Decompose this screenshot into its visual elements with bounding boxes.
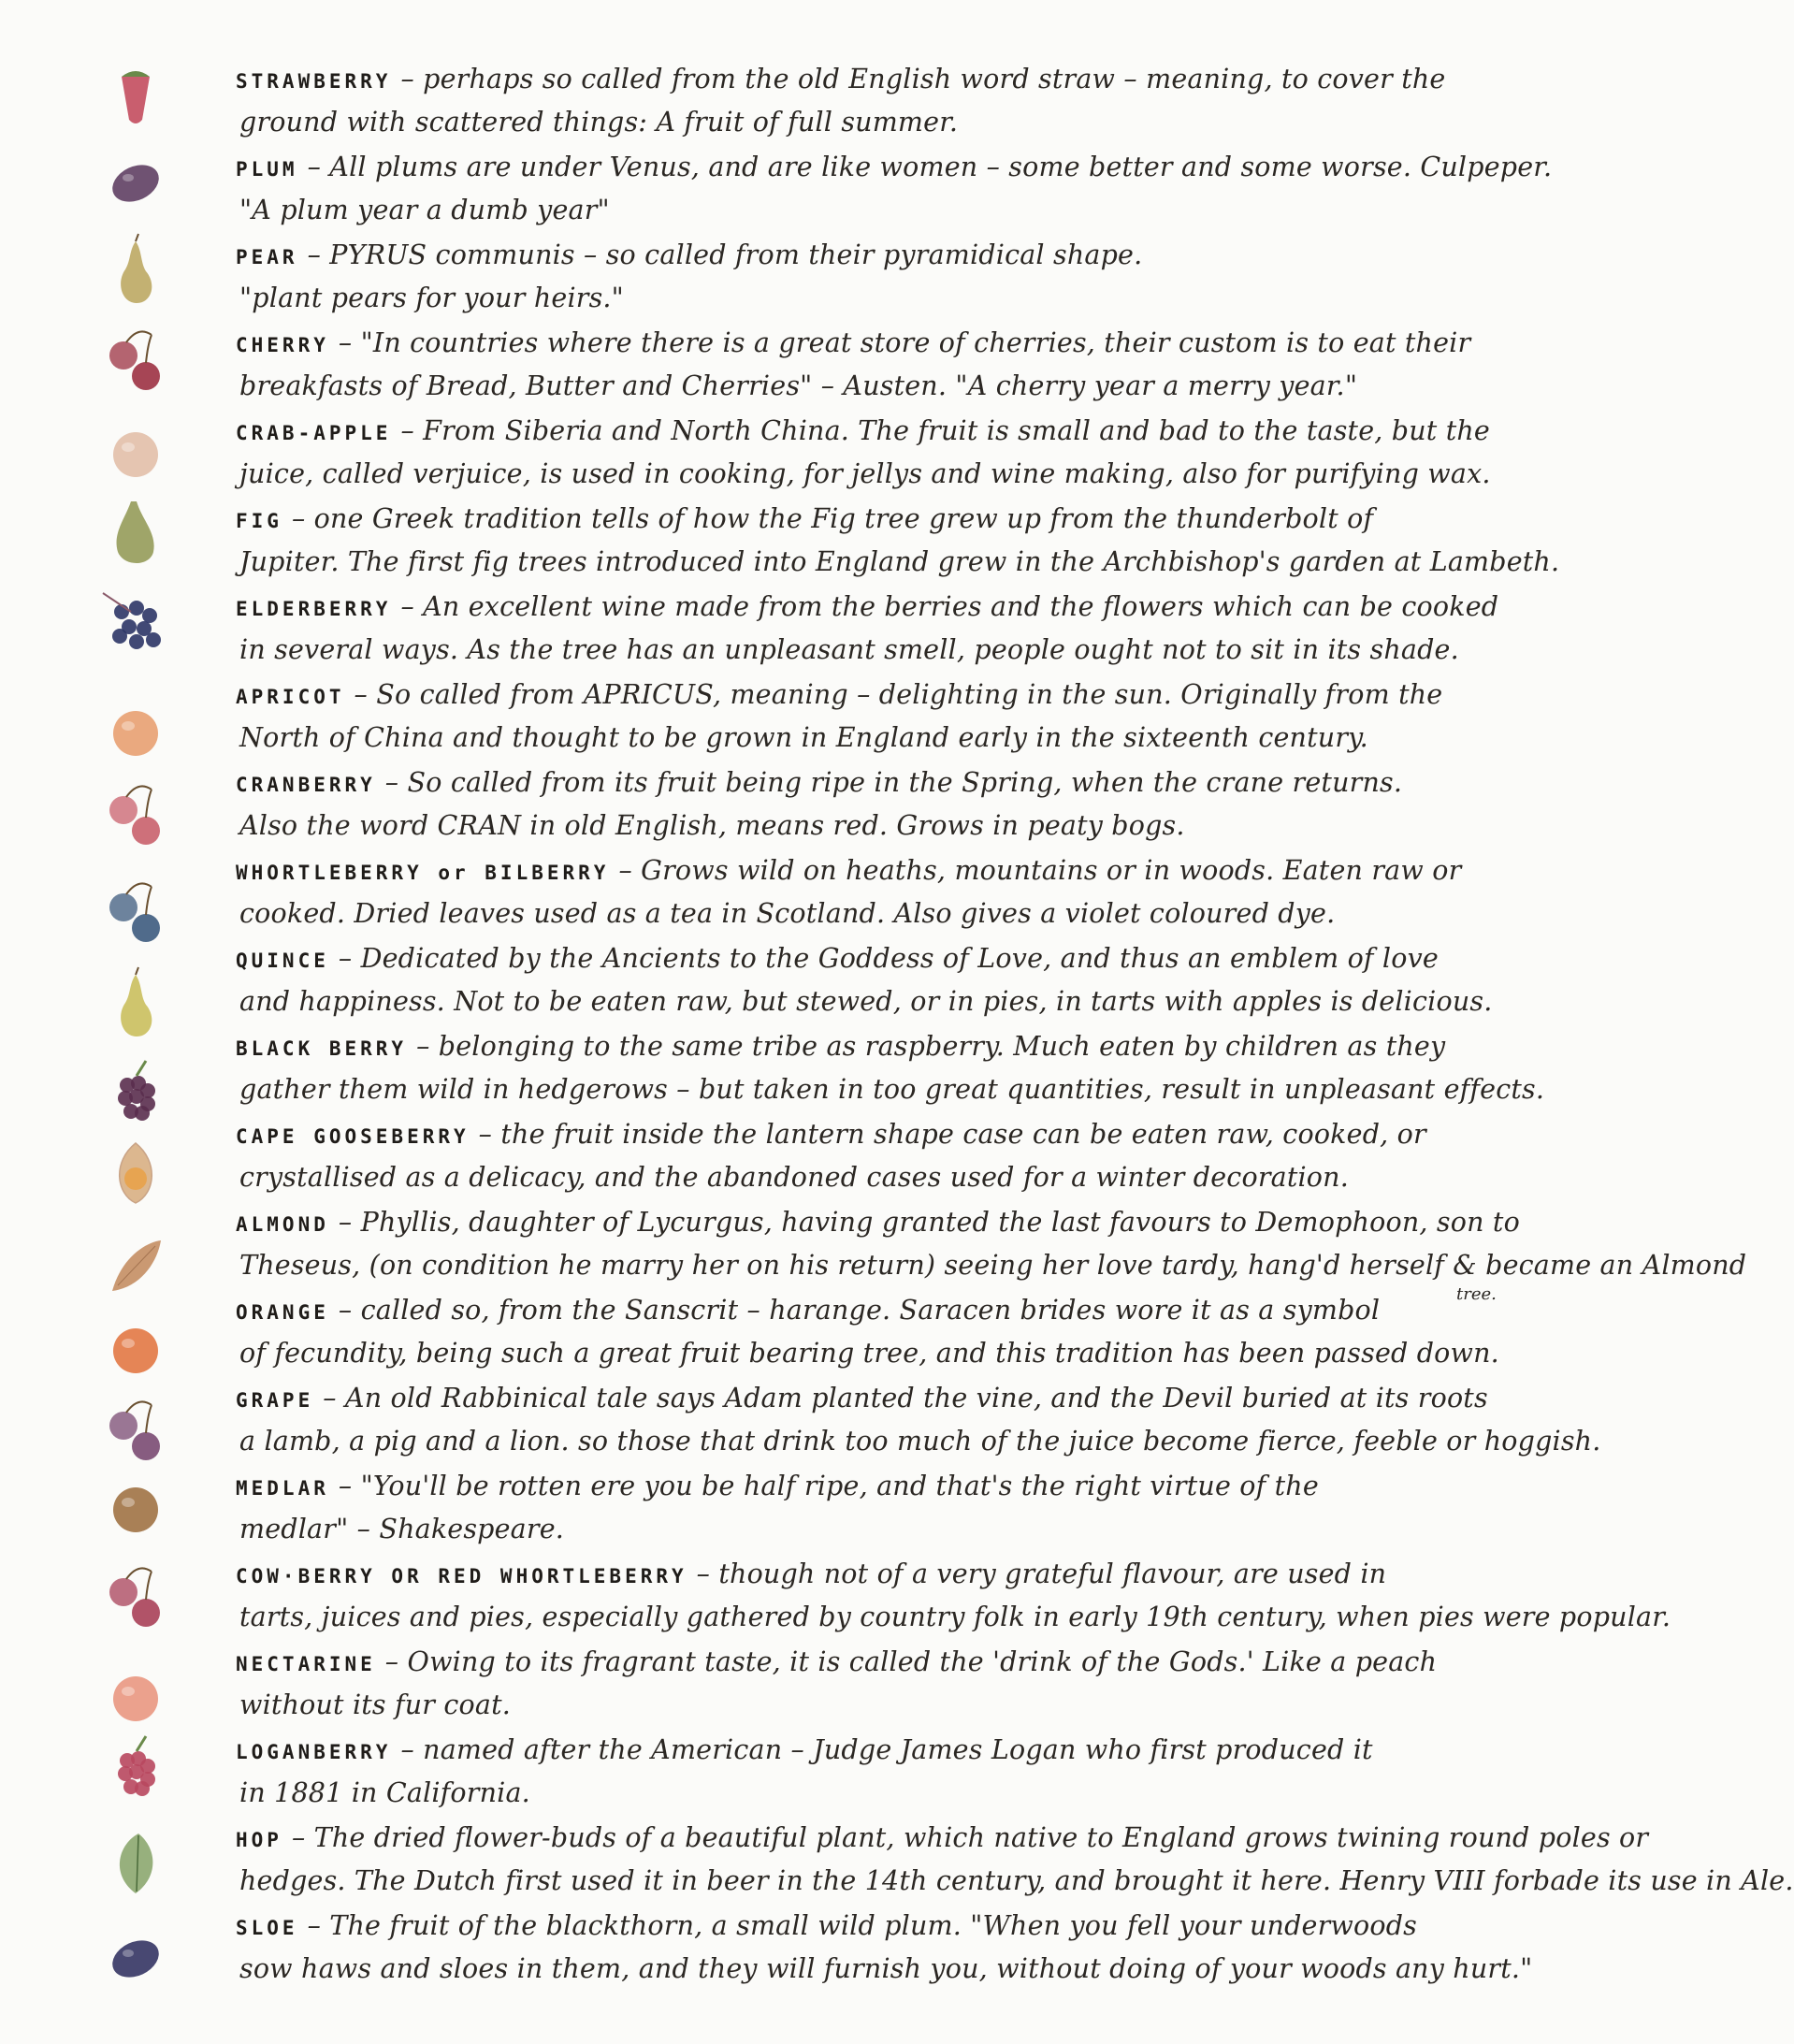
entry-line-2: in several ways. As the tree has an unpleasant smell, people ought not to sit in its shade.: [239, 634, 1459, 665]
fruit-name: PLUM: [236, 158, 298, 181]
fruit-entry: [236, 1377, 1601, 1465]
entry-line-1: [236, 1905, 1517, 1948]
fruit-illustration: [84, 967, 187, 1042]
fruit-illustration: [84, 694, 187, 769]
fruit-name: ALMOND: [236, 1213, 329, 1236]
grape-icon: [84, 1396, 187, 1471]
entry-text: – All plums are under Venus, and are like women – some better and some worse. Culpeper.: [307, 152, 1553, 182]
fruit-name: ORANGE: [236, 1301, 329, 1324]
entry-line-2: without its fur coat.: [239, 1689, 512, 1720]
entry-line-1: [236, 761, 1517, 805]
fruit-illustration: [84, 234, 187, 309]
entry-line-2: Also the word CRAN in old English, means red. Grows in peaty bogs.: [239, 810, 1185, 841]
entry-line-2: cooked. Dried leaves used as a tea in Scotland. Also gives a violet coloured dye.: [239, 898, 1336, 929]
cranberry-icon: [84, 780, 187, 855]
fruit-illustration: [84, 1660, 187, 1734]
entry-text: – belonging to the same tribe as raspberry. Much eaten by children as they: [416, 1031, 1446, 1062]
fruit-name: NECTARINE: [236, 1653, 376, 1675]
entry-line-1: [236, 1025, 1517, 1068]
almond-icon: [84, 1229, 187, 1304]
fruit-entry: [236, 322, 1517, 410]
entry-line-2: "A plum year a dumb year": [239, 195, 610, 225]
fruit-name: WHORTLEBERRY or BILBERRY: [236, 862, 610, 884]
fruit-entry: [236, 586, 1517, 674]
fruit-name: SLOE: [236, 1917, 298, 1939]
fruit-illustration: [84, 1920, 187, 1994]
entry-text: – The dried flower-buds of a beautiful plant, which native to England grows twining round poles or: [291, 1822, 1649, 1853]
fruit-illustration: [84, 1396, 187, 1471]
nectarine-icon: [84, 1660, 187, 1734]
entry-text: – An old Rabbinical tale says Adam planted the vine, and the Devil buried at its roots: [323, 1383, 1488, 1413]
entry-line-1: [236, 234, 1517, 277]
entry-line-1: [236, 1553, 1517, 1596]
fruit-entry: [236, 1025, 1545, 1113]
entry-line-1: [236, 937, 1517, 980]
fruit-illustration: [84, 1229, 187, 1304]
entry-line-2: hedges. The Dutch first used it in beer in the 14th century, and brought it here. Henry VIII forbade its use in Ale.: [239, 1865, 1794, 1896]
entry-text: – Phyllis, daughter of Lycurgus, having granted the last favours to Demophoon, son to: [338, 1207, 1520, 1238]
fruit-illustration: [84, 1732, 187, 1807]
fruit-entry: [236, 1289, 1517, 1377]
entry-text: – Owing to its fragrant taste, it is called the 'drink of the Gods.' Like a peach: [384, 1646, 1438, 1677]
entry-line-2: sow haws and sloes in them, and they will furnish you, without doing of your woods any hurt.": [239, 1953, 1533, 1984]
elderberry-icon: [84, 584, 187, 659]
fruit-illustration: [84, 1471, 187, 1545]
fruit-illustration: [84, 1562, 187, 1637]
strawberry-icon: [84, 58, 187, 133]
entry-line-2: crystallised as a delicacy, and the abandoned cases used for a winter decoration.: [239, 1162, 1349, 1193]
apricot-icon: [84, 694, 187, 769]
fruit-illustration-column: [84, 58, 187, 2004]
fruit-entry: [236, 1641, 1517, 1729]
fruit-entry: [236, 410, 1517, 498]
fruit-illustration: [84, 415, 187, 490]
fruit-entry: [236, 849, 1517, 937]
entry-line-1: [236, 1641, 1517, 1684]
fruit-name: CRANBERRY: [236, 774, 376, 796]
almond-tree-note: tree.: [1456, 1284, 1497, 1304]
entry-line-2: in 1881 in California.: [239, 1777, 530, 1808]
fruit-illustration: [84, 1057, 187, 1132]
entry-line-2: ground with scattered things: A fruit of full summer.: [239, 107, 959, 138]
bilberry-icon: [84, 877, 187, 952]
fruit-entry: [236, 58, 1517, 146]
fruit-illustration: [84, 1134, 187, 1209]
fruit-name: APRICOT: [236, 686, 345, 708]
fig-icon: [84, 496, 187, 571]
entry-text: – the fruit inside the lantern shape case can be eaten raw, cooked, or: [478, 1119, 1426, 1150]
entry-text: – So called from APRICUS, meaning – delighting in the sun. Originally from the: [354, 679, 1443, 710]
medlar-icon: [84, 1471, 187, 1545]
entry-line-2: breakfasts of Bread, Butter and Cherries" – Austen. "A cherry year a merry year.": [239, 370, 1358, 401]
fruit-name: PEAR: [236, 246, 298, 268]
crab-apple-icon: [84, 415, 187, 490]
fruit-entry: [236, 1905, 1533, 1993]
entry-line-2: a lamb, a pig and a lion. so those that drink too much of the juice become fierce, feeble or hoggish.: [239, 1426, 1601, 1457]
plum-icon: [84, 144, 187, 219]
sloe-icon: [84, 1920, 187, 1994]
entry-line-1: [236, 674, 1517, 717]
quince-icon: [84, 967, 187, 1042]
fruit-entry: [236, 1729, 1517, 1817]
entry-text: – An excellent wine made from the berries and the flowers which can be cooked: [400, 591, 1499, 622]
fruit-illustration: [84, 877, 187, 952]
fruit-entry: [236, 1201, 1747, 1289]
fruit-name: LOGANBERRY: [236, 1741, 392, 1763]
hop-icon: [84, 1824, 187, 1899]
fruit-illustration: [84, 584, 187, 659]
entry-line-2: "plant pears for your heirs.": [239, 283, 624, 313]
entry-text: – one Greek tradition tells of how the Fig tree grew up from the thunderbolt of: [291, 503, 1374, 534]
entry-line-1: [236, 1377, 1517, 1420]
fruit-name: COW·BERRY OR RED WHORTLEBERRY: [236, 1565, 687, 1587]
fruit-entry: [236, 1465, 1517, 1553]
entry-line-1: [236, 586, 1517, 629]
entry-text: – Grows wild on heaths, mountains or in woods. Eaten raw or: [618, 855, 1462, 886]
entry-line-2: tarts, juices and pies, especially gathered by country folk in early 19th century, when pies were popular.: [239, 1602, 1671, 1632]
entry-line-1: [236, 58, 1517, 101]
fruit-entry: [236, 1113, 1517, 1201]
entry-text: – So called from its fruit being ripe in the Spring, when the crane returns.: [384, 767, 1403, 798]
entry-text: – though not of a very grateful flavour, are used in: [696, 1558, 1387, 1589]
fruit-name: STRAWBERRY: [236, 70, 392, 93]
entry-line-1: [236, 1465, 1517, 1508]
entry-line-2: juice, called verjuice, is used in cooking, for jellys and wine making, also for purifying wax.: [239, 458, 1491, 489]
entry-line-1: [236, 1817, 1649, 1860]
blackberry-icon: [84, 1057, 187, 1132]
fruit-illustration: [84, 326, 187, 400]
fruit-name: BLACK BERRY: [236, 1037, 408, 1060]
entry-line-2: medlar" – Shakespeare.: [239, 1514, 565, 1544]
fruit-illustration: [84, 1312, 187, 1386]
entry-text: – Dedicated by the Ancients to the Goddess of Love, and thus an emblem of love: [338, 943, 1439, 974]
entry-line-1: [236, 1729, 1517, 1772]
fruit-illustration: [84, 780, 187, 855]
entry-text: – PYRUS communis – so called from their pyramidical shape.: [307, 239, 1143, 270]
entry-text: – perhaps so called from the old English word straw – meaning, to cover the: [400, 64, 1446, 94]
fruit-name: HOP: [236, 1829, 282, 1851]
entry-line-2: Jupiter. The first fig trees introduced into England grew in the Archbishop's garden at Lambeth.: [239, 546, 1560, 577]
fruit-illustration: [84, 58, 187, 133]
entry-line-2: and happiness. Not to be eaten raw, but stewed, or in pies, in tarts with apples is delicious.: [239, 986, 1493, 1017]
fruit-name: ELDERBERRY: [236, 598, 392, 620]
fruit-illustration: [84, 1824, 187, 1899]
entry-line-1: [236, 1113, 1517, 1156]
cherry-icon: [84, 326, 187, 400]
entry-text: – From Siberia and North China. The fruit is small and bad to the taste, but the: [400, 415, 1490, 446]
entry-line-1: [236, 498, 1517, 541]
fruit-name: MEDLAR: [236, 1477, 329, 1500]
entry-line-1: [236, 322, 1517, 365]
entry-line-1: [236, 1289, 1517, 1332]
fruit-name: GRAPE: [236, 1389, 314, 1412]
entry-line-1: [236, 1201, 1520, 1244]
entry-text: – The fruit of the blackthorn, a small wild plum. "When you fell your underwoods: [307, 1910, 1417, 1941]
orange-icon: [84, 1312, 187, 1386]
fruit-entries-list: [236, 58, 1794, 1993]
fruit-entry: [236, 234, 1517, 322]
fruit-illustration: [84, 496, 187, 571]
fruit-entry: [236, 498, 1560, 586]
entry-line-2: of fecundity, being such a great fruit bearing tree, and this tradition has been passed down.: [239, 1338, 1499, 1369]
entry-text: – named after the American – Judge James Logan who first produced it: [400, 1734, 1373, 1765]
pear-icon: [84, 234, 187, 309]
entry-line-1: [236, 410, 1517, 453]
fruit-illustration: [84, 144, 187, 219]
entry-line-2: Theseus, (on condition he marry her on his return) seeing her love tardy, hang'd herself & became an Almond: [239, 1250, 1747, 1281]
fruit-name: CRAB-APPLE: [236, 422, 392, 444]
entry-line-2: North of China and thought to be grown in England early in the sixteenth century.: [239, 722, 1368, 753]
entry-line-1: [236, 146, 1553, 189]
fruit-entry: [236, 1553, 1671, 1641]
fruit-entry: [236, 1817, 1794, 1905]
entry-line-2: gather them wild in hedgerows – but taken in too great quantities, result in unpleasant effects.: [239, 1074, 1545, 1105]
fruit-entry: [236, 937, 1517, 1025]
fruit-entry: [236, 674, 1517, 761]
fruit-name: CAPE GOOSEBERRY: [236, 1125, 470, 1148]
cowberry-icon: [84, 1562, 187, 1637]
entry-line-1: [236, 849, 1517, 892]
entry-text: – called so, from the Sanscrit – harange. Saracen brides wore it as a symbol: [338, 1295, 1381, 1326]
entry-text: – "In countries where there is a great store of cherries, their custom is to eat their: [338, 327, 1471, 358]
fruit-name: QUINCE: [236, 950, 329, 972]
entry-text: – "You'll be rotten ere you be half ripe, and that's the right virtue of the: [338, 1471, 1319, 1501]
fruit-entry: [236, 146, 1553, 234]
fruit-entry: [236, 761, 1517, 849]
fruit-name: CHERRY: [236, 334, 329, 356]
cape-gooseberry-icon: [84, 1134, 187, 1209]
loganberry-icon: [84, 1732, 187, 1807]
fruit-name: FIG: [236, 510, 282, 532]
